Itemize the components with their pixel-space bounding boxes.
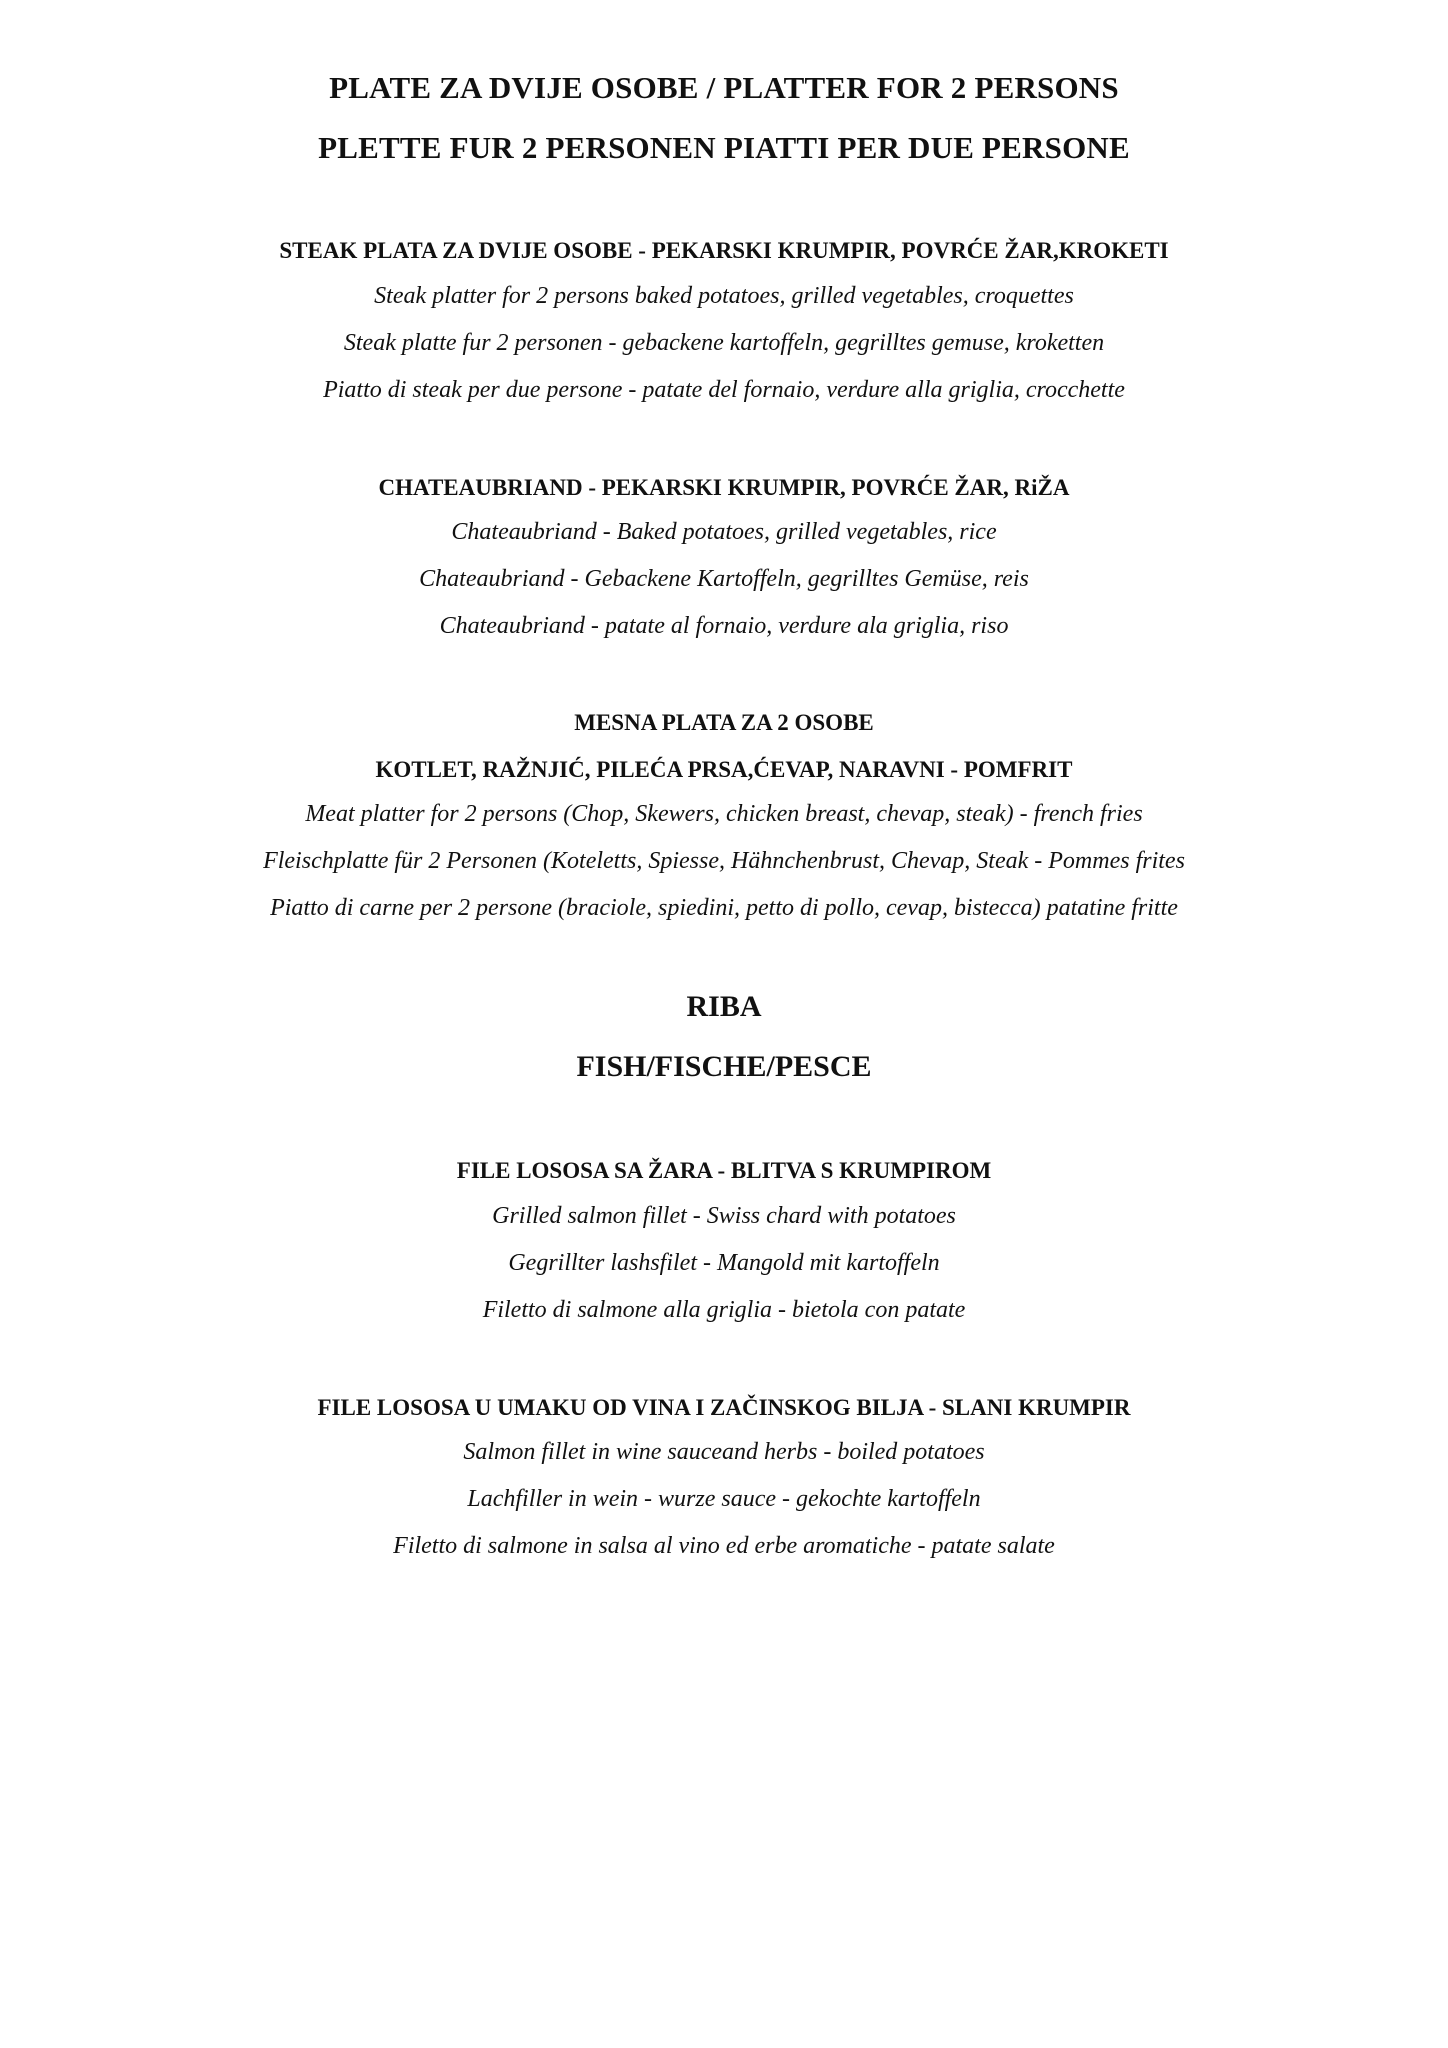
section-title-riba: RIBA (686, 990, 762, 1023)
item-heading: FILE LOSOSA U UMAKU OD VINA I ZAČINSKOG BILJA - SLANI KRUMPIR (317, 1395, 1131, 1420)
item-heading: FILE LOSOSA SA ŽARA - BLITVA S KRUMPIROM (456, 1158, 992, 1183)
item-description-it: Filetto di salmone in salsa al vino ed erbe aromatiche - patate salate (393, 1533, 1055, 1559)
item-description-en: Grilled salmon fillet - Swiss chard with potatoes (492, 1203, 956, 1229)
item-description-de: Steak platte fur 2 personen - gebackene kartoffeln, gegrilltes gemuse, kroketten (343, 330, 1105, 356)
item-description-de: Lachfiller in wein - wurze sauce - gekochte kartoffeln (467, 1486, 981, 1512)
item-description-en: Steak platter for 2 persons baked potatoes, grilled vegetables, croquettes (374, 283, 1074, 309)
item-description-it: Chateaubriand - patate al fornaio, verdure ala griglia, riso (439, 613, 1009, 639)
item-description-it: Piatto di steak per due persone - patate del fornaio, verdure alla griglia, crocchette (323, 377, 1125, 403)
menu-title-line-1: PLATE ZA DVIJE OSOBE / PLATTER FOR 2 PERSONS (329, 70, 1119, 105)
item-heading: STEAK PLATA ZA DVIJE OSOBE - PEKARSKI KRUMPIR, POVRĆE ŽAR,KROKETI (279, 238, 1169, 263)
section-subtitle-fish: FISH/FISCHE/PESCE (576, 1050, 872, 1083)
item-heading: CHATEAUBRIAND - PEKARSKI KRUMPIR, POVRĆE ŽAR, RiŽA (378, 475, 1070, 500)
item-description-en: Salmon fillet in wine sauceand herbs - boiled potatoes (463, 1439, 985, 1465)
menu-title-line-2: PLETTE FUR 2 PERSONEN PIATTI PER DUE PERSONE (318, 130, 1130, 165)
item-heading: MESNA PLATA ZA 2 OSOBE (574, 710, 874, 735)
item-heading-contents: KOTLET, RAŽNJIĆ, PILEĆA PRSA,ĆEVAP, NARAVNI - POMFRIT (375, 757, 1073, 782)
item-description-de: Chateaubriand - Gebackene Kartoffeln, gegrilltes Gemüse, reis (419, 566, 1029, 592)
item-description-it: Filetto di salmone alla griglia - bietola con patate (482, 1297, 966, 1323)
item-description-de: Fleischplatte für 2 Personen (Koteletts, Spiesse, Hähnchenbrust, Chevap, Steak - Pommes frites (263, 848, 1185, 874)
item-description-it: Piatto di carne per 2 persone (braciole, spiedini, petto di pollo, cevap, bistecca) patatine fritte (270, 895, 1178, 921)
item-description-en: Meat platter for 2 persons (Chop, Skewers, chicken breast, chevap, steak) - french fries (305, 801, 1143, 827)
item-description-en: Chateaubriand - Baked potatoes, grilled vegetables, rice (451, 519, 997, 545)
item-description-de: Gegrillter lashsfilet - Mangold mit kartoffeln (508, 1250, 940, 1276)
